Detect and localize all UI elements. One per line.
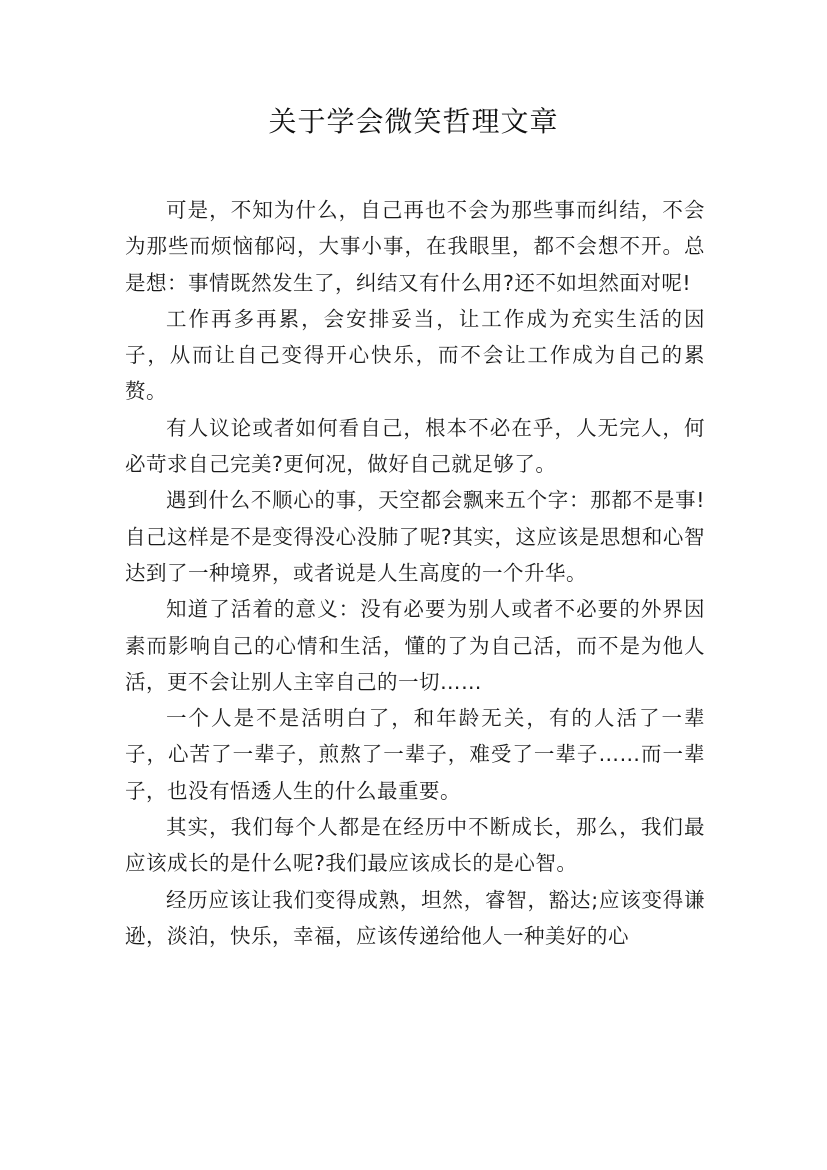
paragraph: 其实，我们每个人都是在经历中不断成长，那么，我们最应该成长的是什么呢?我们最应该成长的是心智。 bbox=[125, 815, 705, 876]
page-title: 关于学会微笑哲理文章 bbox=[268, 105, 559, 138]
paragraph: 经历应该让我们变得成熟，坦然，睿智，豁达;应该变得谦逊，淡泊，快乐，幸福，应该传递给他人一种美好的心 bbox=[125, 887, 705, 948]
paragraph: 工作再多再累，会安排妥当，让工作成为充实生活的因子，从而让自己变得开心快乐，而不会让工作成为自己的累赘。 bbox=[125, 306, 705, 404]
paragraph: 有人议论或者如何看自己，根本不必在乎，人无完人，何必苛求自己完美?更何况，做好自己就足够了。 bbox=[125, 415, 705, 477]
paragraph: 一个人是不是活明白了，和年龄无关，有的人活了一辈子，心苦了一辈子，煎熬了一辈子，难受了一辈子……而一辈子，也没有悟透人生的什么最重要。 bbox=[125, 706, 705, 803]
paragraph: 遇到什么不顺心的事，天空都会飘来五个字：那都不是事!自己这样是不是变得没心没肺了呢?其实，这应该是思想和心智达到了一种境界，或者说是人生高度的一个升华。 bbox=[125, 488, 705, 585]
paragraph: 知道了活着的意义：没有必要为别人或者不必要的外界因素而影响自己的心情和生活，懂的了为自己活，而不是为他人活，更不会让别人主宰自己的一切…… bbox=[125, 597, 705, 694]
paragraph: 可是，不知为什么，自己再也不会为那些事而纠结，不会为那些而烦恼郁闷，大事小事，在我眼里，都不会想不开。总是想：事情既然发生了，纠结又有什么用?还不如坦然面对呢! bbox=[125, 198, 705, 295]
article-body bbox=[125, 192, 705, 954]
